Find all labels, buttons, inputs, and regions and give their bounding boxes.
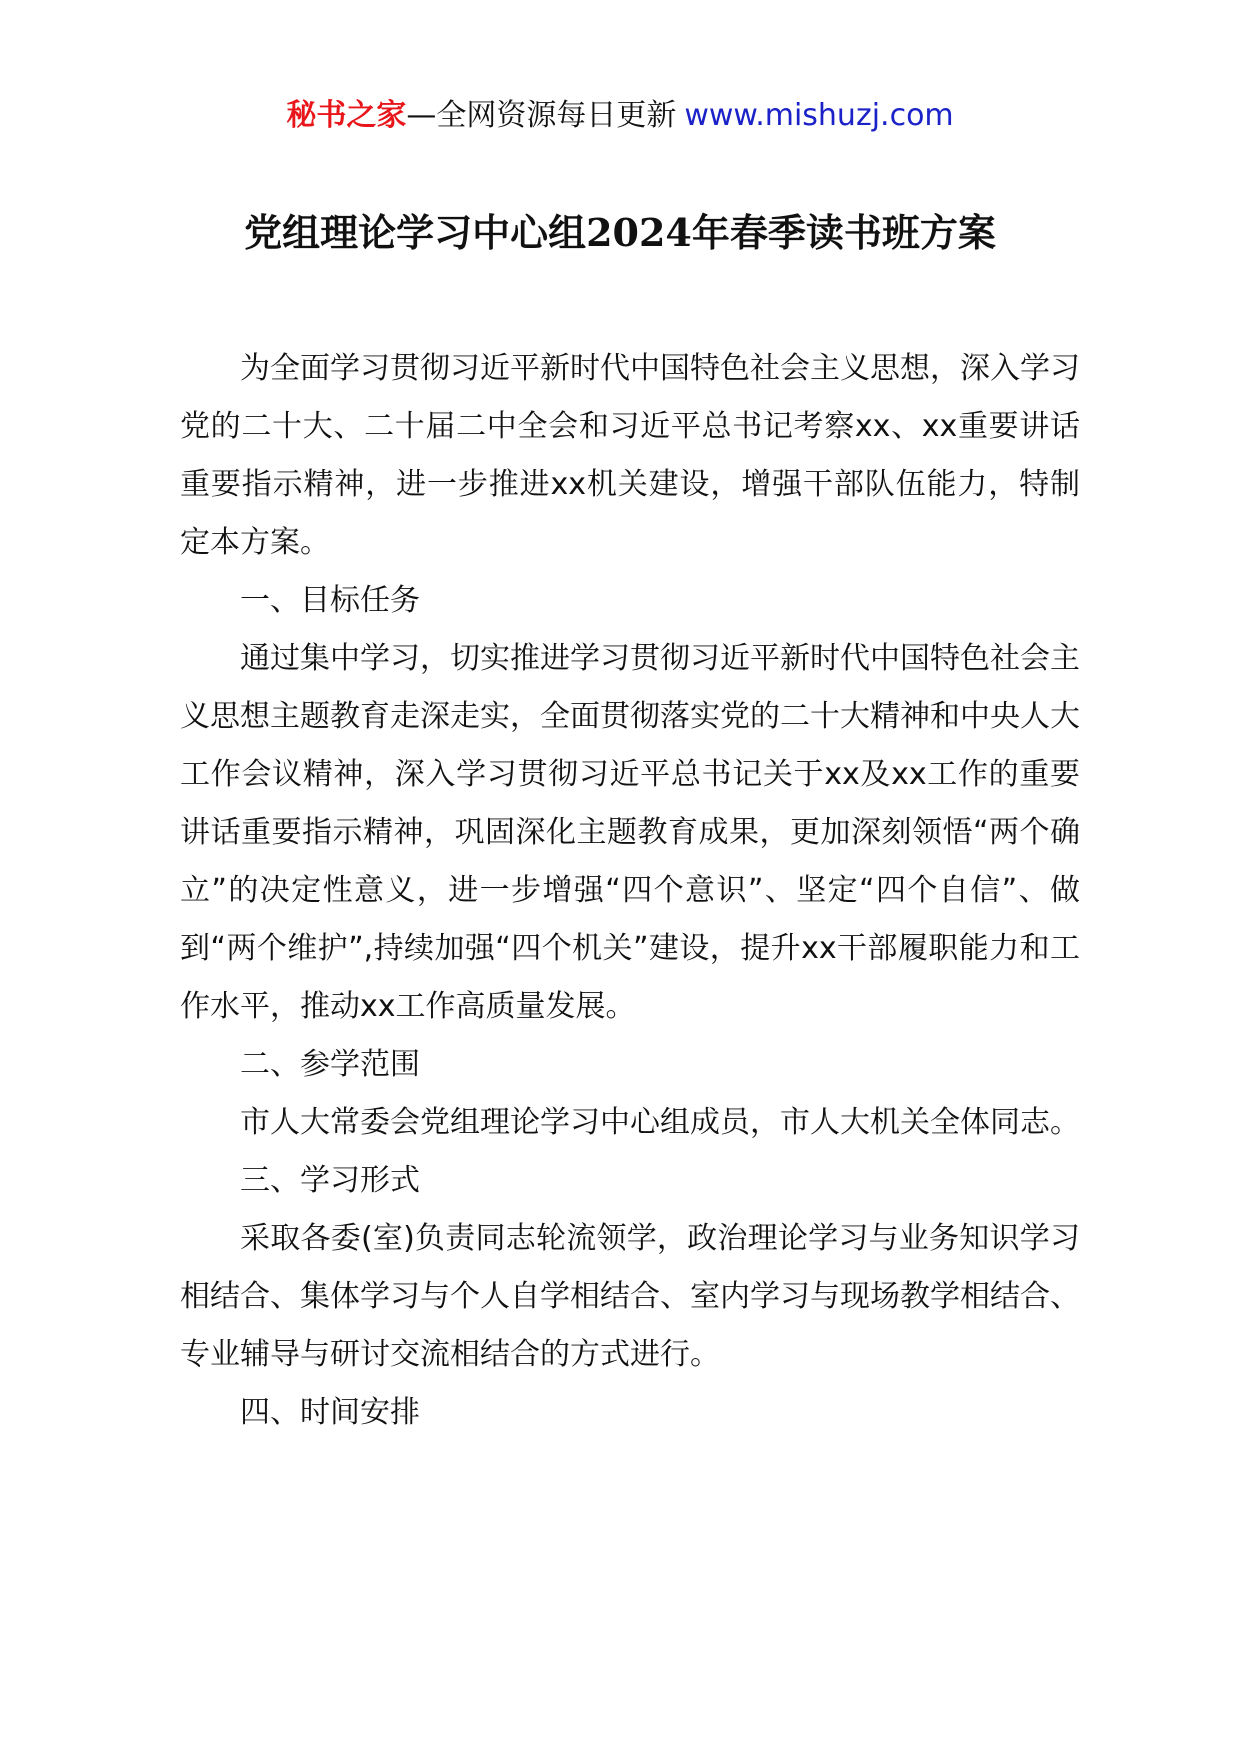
section-heading-format: 三、学习形式	[240, 1163, 420, 1198]
document-title: 党组理论学习中心组2024年春季读书班方案	[244, 210, 996, 255]
section-heading-schedule: 四、时间安排	[240, 1395, 420, 1430]
site-url-link[interactable]: www.mishuzj.com	[684, 98, 954, 133]
section-body-participants: 市人大常委会党组理论学习中心组成员，市人大机关全体同志。	[240, 1105, 1080, 1140]
site-header	[0, 96, 1240, 136]
site-brand: 秘书之家	[286, 98, 407, 133]
site-tagline: —全网资源每日更新	[406, 98, 677, 133]
section-body-goals: 通过集中学习，切实推进学习贯彻习近平新时代中国特色社会主义思想主题教育走深走实，全面贯彻落实党的二十大精神和中央人大工作会议精神，深入学习贯彻习近平总书记关于xx及xx工作的重要讲话重要指示精神，巩固深化主题教育成果，更加深刻领悟“两个确立”的决定性意义，进一步增强“四个意识”、坚定“四个自信”、做到“两个维护”,持续加强“四个机关”建设，提升xx干部履职能力和工作水平，推动xx工作高质量发展。	[180, 641, 1080, 1024]
section-body-format: 采取各委(室)负责同志轮流领学，政治理论学习与业务知识学习相结合、集体学习与个人自学相结合、室内学习与现场教学相结合、专业辅导与研讨交流相结合的方式进行。	[180, 1221, 1080, 1372]
intro-paragraph: 为全面学习贯彻习近平新时代中国特色社会主义思想，深入学习党的二十大、二十届二中全会和习近平总书记考察xx、xx重要讲话重要指示精神，进一步推进xx机关建设，增强干部队伍能力，特制定本方案。	[180, 351, 1080, 560]
section-heading-goals: 一、目标任务	[240, 583, 420, 618]
section-heading-participants: 二、参学范围	[240, 1047, 420, 1082]
document-body	[180, 340, 1080, 1442]
